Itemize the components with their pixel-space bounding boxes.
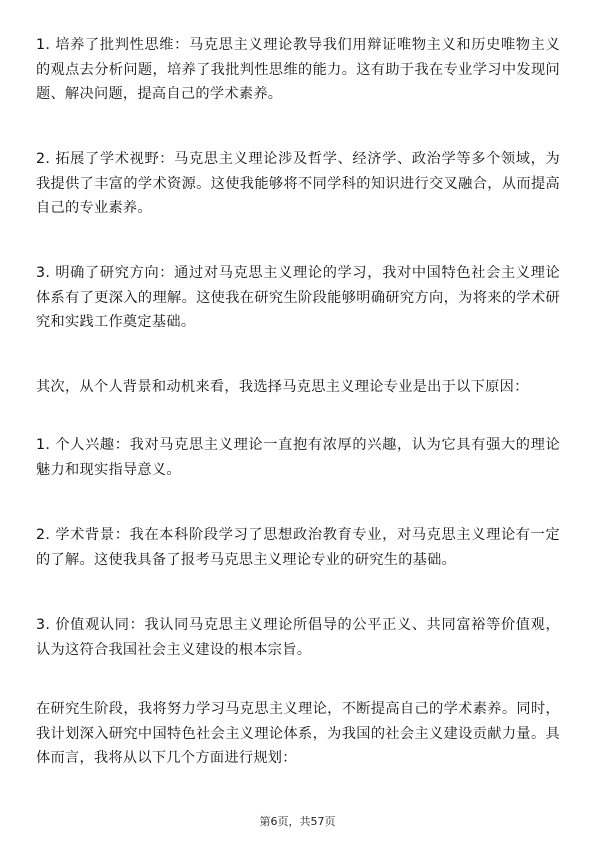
- paragraph-academic-background: 2. 学术背景：我在本科阶段学习了思想政治教育专业，对马克思主义理论有一定的了解。这使我具备了报考马克思主义理论专业的研究生的基础。: [36, 527, 560, 568]
- paragraph-academic-vision: 2. 拓展了学术视野：马克思主义理论涉及哲学、经济学、政治学等多个领域，为我提供了丰富的学术资源。这使我能够将不同学科的知识进行交叉融合，从而提高自己的专业素养。: [36, 151, 560, 216]
- paragraph-personal-background-intro: 其次，从个人背景和动机来看，我选择马克思主义理论专业是出于以下原因：: [36, 379, 529, 395]
- paragraph-personal-interest: 1. 个人兴趣：我对马克思主义理论一直抱有浓厚的兴趣，认为它具有强大的理论魅力和现实指导意义。: [36, 437, 560, 478]
- paragraph-value-identification: 3. 价值观认同：我认同马克思主义理论所倡导的公平正义、共同富裕等价值观，认为这符合我国社会主义建设的根本宗旨。: [36, 617, 560, 658]
- paragraph-critical-thinking: 1. 培养了批判性思维：马克思主义理论教导我们用辩证唯物主义和历史唯物主义的观点去分析问题，培养了我批判性思维的能力。这有助于我在专业学习中发现问题、解决问题，提高自己的学术素养。: [36, 37, 560, 102]
- page-number-footer: 第6页，共57页: [259, 815, 336, 828]
- paragraph-graduate-plan: 在研究生阶段，我将努力学习马克思主义理论，不断提高自己的学术素养。同时，我计划深入研究中国特色社会主义理论体系，为我国的社会主义建设贡献力量。具体而言，我将从以下几个方面进行规划：: [36, 701, 560, 766]
- paragraph-research-direction: 3. 明确了研究方向：通过对马克思主义理论的学习，我对中国特色社会主义理论体系有了更深入的理解。这使我在研究生阶段能够明确研究方向，为将来的学术研究和实践工作奠定基础。: [36, 265, 560, 330]
